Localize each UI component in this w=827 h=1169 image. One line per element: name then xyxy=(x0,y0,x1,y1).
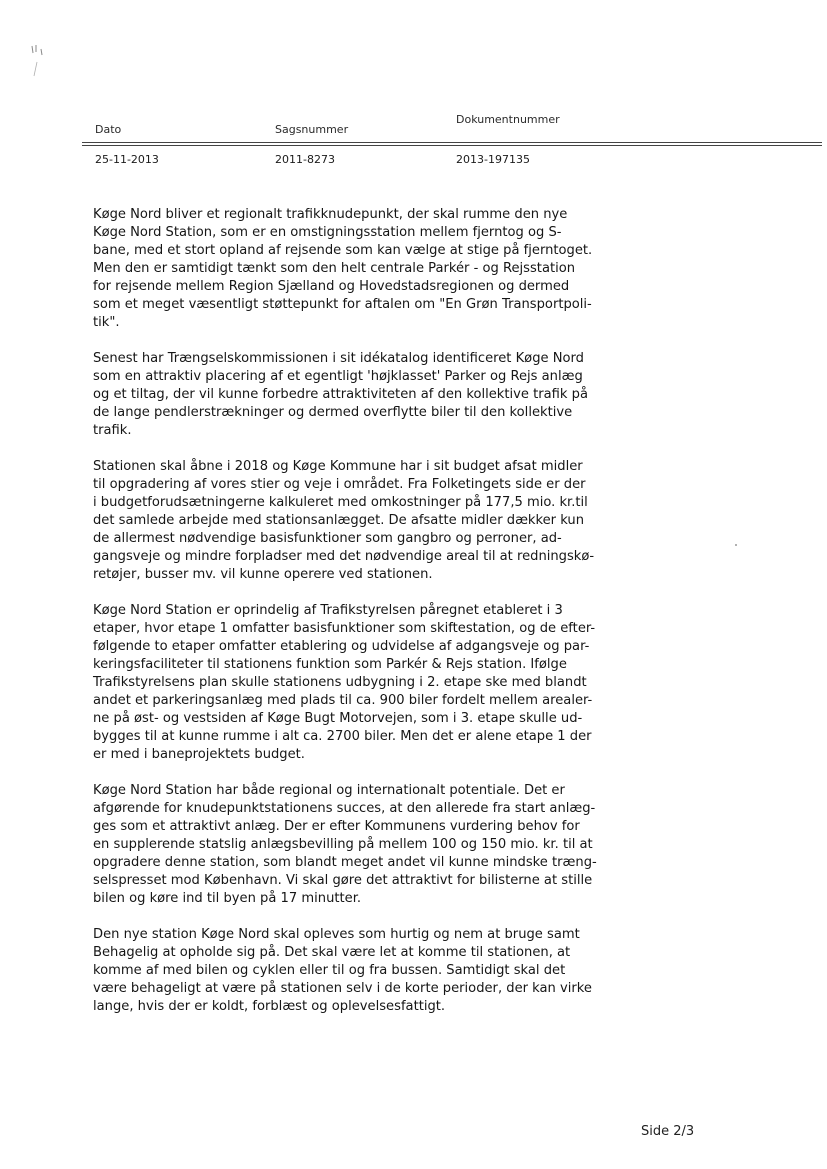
text-line: lange, hvis der er koldt, forblæst og oplevelsesfattigt. xyxy=(93,999,446,1014)
text-line: en supplerende statslig anlægsbevilling på mellem 100 og 150 mio. kr. til at xyxy=(93,837,593,852)
text-line: være behageligt at være på stationen selv i de korte perioder, der kan virke xyxy=(93,981,592,996)
document-number-value: 2013-197135 xyxy=(456,153,530,166)
page-number: Side 2/3 xyxy=(641,1124,695,1139)
text-line: til opgradering af vores stier og veje i området. Fra Folketingets side er der xyxy=(93,477,586,492)
text-line: de lange pendlerstrækninger og dermed overflytte biler til den kollektive xyxy=(93,405,573,420)
paragraph xyxy=(93,458,633,584)
letter-body xyxy=(93,206,633,1034)
text-line: Køge Nord Station er oprindelig af Trafikstyrelsen påregnet etableret i 3 xyxy=(93,603,563,618)
text-line: bane, med et stort opland af rejsende som kan vælge at stige på fjerntoget. xyxy=(93,243,593,258)
paragraph xyxy=(93,782,633,908)
text-line: er med i baneprojektets budget. xyxy=(93,747,305,762)
text-line: som et meget væsentligt støttepunkt for aftalen om "En Grøn Transportpoli- xyxy=(93,297,592,312)
header-rule-bottom xyxy=(82,145,822,146)
text-line: Men den er samtidigt tænkt som den helt centrale Parkér - og Rejsstation xyxy=(93,261,576,276)
text-line: Den nye station Køge Nord skal opleves som hurtig og nem at bruge samt xyxy=(93,927,580,942)
paragraph xyxy=(93,206,633,332)
text-line: andet et parkeringsanlæg med plads til ca. 900 biler fordelt mellem arealer- xyxy=(93,693,593,708)
text-line: som en attraktiv placering af et egentligt 'højklasset' Parker og Rejs anlæg xyxy=(93,369,583,384)
date-value: 25-11-2013 xyxy=(95,153,159,166)
date-label: Dato xyxy=(95,123,122,136)
document-number-label: Dokumentnummer xyxy=(456,113,560,126)
text-line: opgradere denne station, som blandt meget andet vil kunne mindske træng- xyxy=(93,855,597,870)
text-line: Køge Nord Station, som er en omstigningsstation mellem fjerntog og S- xyxy=(93,225,562,240)
header-rule-top xyxy=(82,142,822,143)
text-line: bygges til at kunne rumme i alt ca. 2700 biler. Men det er alene etape 1 der xyxy=(93,729,592,744)
scan-speck xyxy=(735,544,737,546)
text-line: ges som et attraktivt anlæg. Der er efter Kommunens vurdering behov for xyxy=(93,819,580,834)
text-line: for rejsende mellem Region Sjælland og Hovedstadsregionen og dermed xyxy=(93,279,570,294)
text-line: afgørende for knudepunktstationens succes, at den allerede fra start anlæg- xyxy=(93,801,596,816)
text-line: Køge Nord Station har både regional og internationalt potentiale. Det er xyxy=(93,783,565,798)
scan-mark xyxy=(28,40,68,80)
text-line: de allermest nødvendige basisfunktioner som gangbro og perroner, ad- xyxy=(93,531,562,546)
text-line: keringsfaciliteter til stationens funktion som Parkér & Rejs station. Ifølge xyxy=(93,657,567,672)
text-line: gangsveje og mindre forpladser med det nødvendige areal til at redningskø- xyxy=(93,549,595,564)
paragraph xyxy=(93,350,633,440)
paragraph xyxy=(93,926,633,1016)
text-line: Trafikstyrelsens plan skulle stationens udbygning i 2. etape ske med blandt xyxy=(93,675,587,690)
paragraph xyxy=(93,602,633,764)
text-line: komme af med bilen og cyklen eller til og fra bussen. Samtidigt skal det xyxy=(93,963,566,978)
text-line: i budgetforudsætningerne kalkuleret med omkostninger på 177,5 mio. kr.til xyxy=(93,495,588,510)
text-line: følgende to etaper omfatter etablering og udvidelse af adgangsveje og par- xyxy=(93,639,590,654)
text-line: ne på øst- og vestsiden af Køge Bugt Motorvejen, som i 3. etape skulle ud- xyxy=(93,711,583,726)
text-line: trafik. xyxy=(93,423,132,438)
case-number-label: Sagsnummer xyxy=(275,123,349,136)
text-line: Stationen skal åbne i 2018 og Køge Kommune har i sit budget afsat midler xyxy=(93,459,583,474)
text-line: bilen og køre ind til byen på 17 minutter. xyxy=(93,891,362,906)
text-line: det samlede arbejde med stationsanlægget. De afsatte midler dækker kun xyxy=(93,513,585,528)
text-line: Behagelig at opholde sig på. Det skal være let at komme til stationen, at xyxy=(93,945,571,960)
case-number-value: 2011-8273 xyxy=(275,153,335,166)
text-line: retøjer, busser mv. vil kunne operere ved stationen. xyxy=(93,567,433,582)
text-line: selspresset mod København. Vi skal gøre det attraktivt for bilisterne at stille xyxy=(93,873,593,888)
text-line: tik". xyxy=(93,315,120,330)
text-line: og et tiltag, der vil kunne forbedre attraktiviteten af den kollektive trafik på xyxy=(93,387,588,402)
text-line: Senest har Trængselskommissionen i sit idékatalog identificeret Køge Nord xyxy=(93,351,584,366)
text-line: Køge Nord bliver et regionalt trafikknudepunkt, der skal rumme den nye xyxy=(93,207,568,222)
text-line: etaper, hvor etape 1 omfatter basisfunktioner som skiftestation, og de efter- xyxy=(93,621,596,636)
